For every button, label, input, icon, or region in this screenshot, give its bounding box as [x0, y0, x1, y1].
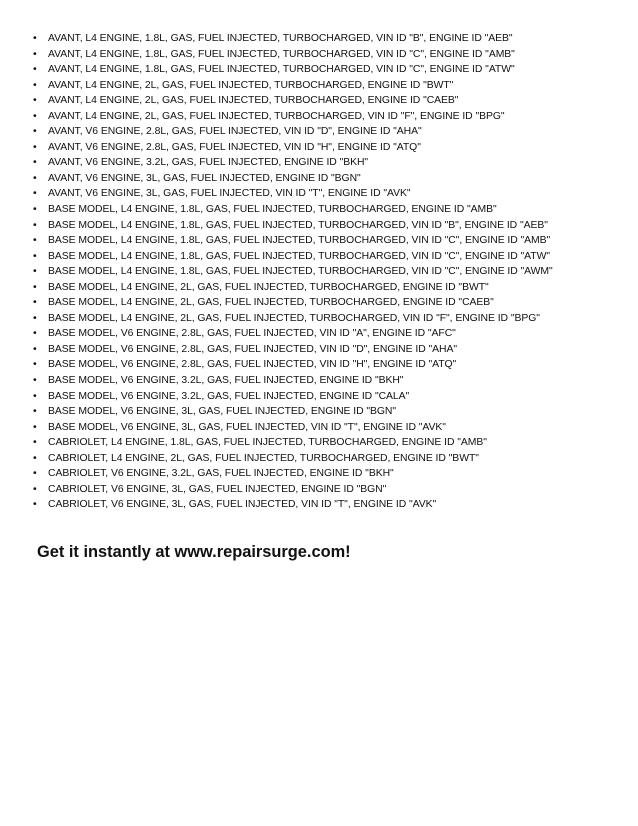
bullet-icon: •: [33, 33, 37, 44]
bullet-icon: •: [33, 250, 37, 262]
bullet-icon: •: [33, 343, 37, 355]
list-item: [32, 342, 632, 358]
bullet-icon: •: [33, 421, 37, 433]
list-item-text: BASE MODEL, L4 ENGINE, 1.8L, GAS, FUEL INJECTED, TURBOCHARGED, VIN ID "B", ENGINE ID "AEB": [48, 219, 548, 231]
cta-text: Get it instantly at www.repairsurge.com!: [37, 543, 351, 561]
list-item-text: BASE MODEL, L4 ENGINE, 1.8L, GAS, FUEL INJECTED, TURBOCHARGED, VIN ID "C", ENGINE ID "AWM": [48, 266, 553, 278]
list-item: [32, 218, 632, 234]
bullet-icon: •: [33, 141, 37, 153]
bullet-icon: •: [33, 188, 37, 200]
bullet-icon: •: [33, 437, 37, 449]
list-item: [32, 140, 632, 156]
bullet-icon: •: [33, 359, 37, 371]
list-item-text: BASE MODEL, V6 ENGINE, 2.8L, GAS, FUEL INJECTED, VIN ID "H", ENGINE ID "ATQ": [48, 359, 457, 371]
list-item-text: BASE MODEL, V6 ENGINE, 2.8L, GAS, FUEL INJECTED, VIN ID "A", ENGINE ID "AFC": [48, 328, 456, 340]
list-item-text: CABRIOLET, V6 ENGINE, 3L, GAS, FUEL INJECTED, ENGINE ID "BGN": [48, 483, 387, 495]
list-item-text: BASE MODEL, V6 ENGINE, 3L, GAS, FUEL INJECTED, VIN ID "T", ENGINE ID "AVK": [48, 421, 446, 433]
bullet-icon: •: [33, 297, 37, 309]
list-item-text: AVANT, V6 ENGINE, 3L, GAS, FUEL INJECTED, VIN ID "T", ENGINE ID "AVK": [48, 188, 411, 200]
bullet-icon: •: [33, 328, 37, 340]
bullet-icon: •: [33, 266, 37, 278]
list-item-text: BASE MODEL, L4 ENGINE, 2L, GAS, FUEL INJECTED, TURBOCHARGED, ENGINE ID "BWT": [48, 281, 489, 293]
list-item-text: BASE MODEL, L4 ENGINE, 2L, GAS, FUEL INJECTED, TURBOCHARGED, ENGINE ID "CAEB": [48, 297, 494, 309]
bullet-icon: •: [33, 499, 37, 511]
list-item: [32, 233, 632, 249]
bullet-icon: •: [33, 64, 37, 76]
engine-spec-list: [32, 31, 632, 513]
list-item-text: CABRIOLET, L4 ENGINE, 1.8L, GAS, FUEL INJECTED, TURBOCHARGED, ENGINE ID "AMB": [48, 437, 487, 449]
list-item: [32, 93, 632, 109]
list-item: [32, 404, 632, 420]
bullet-icon: •: [33, 48, 37, 60]
list-item-text: AVANT, L4 ENGINE, 1.8L, GAS, FUEL INJECTED, TURBOCHARGED, VIN ID "C", ENGINE ID "ATW": [48, 64, 515, 76]
bullet-icon: •: [33, 452, 37, 464]
list-item-text: AVANT, L4 ENGINE, 1.8L, GAS, FUEL INJECTED, TURBOCHARGED, VIN ID "B", ENGINE ID "AEB": [48, 33, 513, 44]
list-item: [32, 31, 632, 47]
list-item-text: AVANT, V6 ENGINE, 2.8L, GAS, FUEL INJECTED, VIN ID "H", ENGINE ID "ATQ": [48, 141, 421, 153]
bullet-icon: •: [33, 172, 37, 184]
list-item-text: CABRIOLET, V6 ENGINE, 3.2L, GAS, FUEL INJECTED, ENGINE ID "BKH": [48, 468, 394, 480]
list-item: [32, 389, 632, 405]
list-item: [32, 497, 632, 513]
list-item: [32, 171, 632, 187]
list-item: [32, 466, 632, 482]
list-item-text: CABRIOLET, V6 ENGINE, 3L, GAS, FUEL INJECTED, VIN ID "T", ENGINE ID "AVK": [48, 499, 437, 511]
list-item-text: BASE MODEL, V6 ENGINE, 2.8L, GAS, FUEL INJECTED, VIN ID "D", ENGINE ID "AHA": [48, 343, 457, 355]
bullet-icon: •: [33, 390, 37, 402]
bullet-icon: •: [33, 157, 37, 169]
list-item: [32, 280, 632, 296]
list-item-text: BASE MODEL, L4 ENGINE, 1.8L, GAS, FUEL INJECTED, TURBOCHARGED, VIN ID "C", ENGINE ID "ATW": [48, 250, 550, 262]
list-item: [32, 249, 632, 265]
list-item-text: AVANT, L4 ENGINE, 2L, GAS, FUEL INJECTED, TURBOCHARGED, ENGINE ID "CAEB": [48, 95, 459, 107]
list-item-text: AVANT, V6 ENGINE, 3L, GAS, FUEL INJECTED, ENGINE ID "BGN": [48, 172, 361, 184]
list-item: [32, 78, 632, 94]
list-item-text: AVANT, V6 ENGINE, 2.8L, GAS, FUEL INJECTED, VIN ID "D", ENGINE ID "AHA": [48, 126, 422, 138]
list-item: [32, 47, 632, 63]
list-item: [32, 357, 632, 373]
list-item: [32, 109, 632, 125]
list-item: [32, 186, 632, 202]
list-item: [32, 295, 632, 311]
list-item: [32, 435, 632, 451]
list-item: [32, 124, 632, 140]
list-item: [32, 482, 632, 498]
bullet-icon: •: [33, 235, 37, 247]
bullet-icon: •: [33, 110, 37, 122]
list-item-text: AVANT, L4 ENGINE, 2L, GAS, FUEL INJECTED, TURBOCHARGED, ENGINE ID "BWT": [48, 79, 454, 91]
list-item-text: BASE MODEL, V6 ENGINE, 3.2L, GAS, FUEL INJECTED, ENGINE ID "CALA": [48, 390, 410, 402]
list-item-text: BASE MODEL, V6 ENGINE, 3L, GAS, FUEL INJECTED, ENGINE ID "BGN": [48, 406, 397, 418]
list-item: [32, 202, 632, 218]
list-item: [32, 420, 632, 436]
list-item-text: BASE MODEL, L4 ENGINE, 2L, GAS, FUEL INJECTED, TURBOCHARGED, VIN ID "F", ENGINE ID "BPG": [48, 312, 540, 324]
list-item: [32, 62, 632, 78]
bullet-icon: •: [33, 95, 37, 107]
bullet-icon: •: [33, 406, 37, 418]
bullet-icon: •: [33, 281, 37, 293]
list-item: [32, 326, 632, 342]
list-item: [32, 264, 632, 280]
bullet-icon: •: [33, 204, 37, 216]
list-item: [32, 311, 632, 327]
bullet-icon: •: [33, 375, 37, 387]
list-item-text: BASE MODEL, L4 ENGINE, 1.8L, GAS, FUEL INJECTED, TURBOCHARGED, VIN ID "C", ENGINE ID "AMB": [48, 235, 551, 247]
list-item-text: AVANT, L4 ENGINE, 1.8L, GAS, FUEL INJECTED, TURBOCHARGED, VIN ID "C", ENGINE ID "AMB": [48, 48, 515, 60]
bullet-icon: •: [33, 312, 37, 324]
list-item-text: CABRIOLET, L4 ENGINE, 2L, GAS, FUEL INJECTED, TURBOCHARGED, ENGINE ID "BWT": [48, 452, 479, 464]
bullet-icon: •: [33, 219, 37, 231]
list-item: [32, 451, 632, 467]
list-item-text: AVANT, L4 ENGINE, 2L, GAS, FUEL INJECTED, TURBOCHARGED, VIN ID "F", ENGINE ID "BPG": [48, 110, 505, 122]
list-item: [32, 155, 632, 171]
bullet-icon: •: [33, 79, 37, 91]
bullet-icon: •: [33, 126, 37, 138]
list-item-text: BASE MODEL, L4 ENGINE, 1.8L, GAS, FUEL INJECTED, TURBOCHARGED, ENGINE ID "AMB": [48, 204, 497, 216]
bullet-icon: •: [33, 468, 37, 480]
bullet-icon: •: [33, 483, 37, 495]
list-item: [32, 373, 632, 389]
list-item-text: AVANT, V6 ENGINE, 3.2L, GAS, FUEL INJECTED, ENGINE ID "BKH": [48, 157, 369, 169]
list-item-text: BASE MODEL, V6 ENGINE, 3.2L, GAS, FUEL INJECTED, ENGINE ID "BKH": [48, 375, 404, 387]
